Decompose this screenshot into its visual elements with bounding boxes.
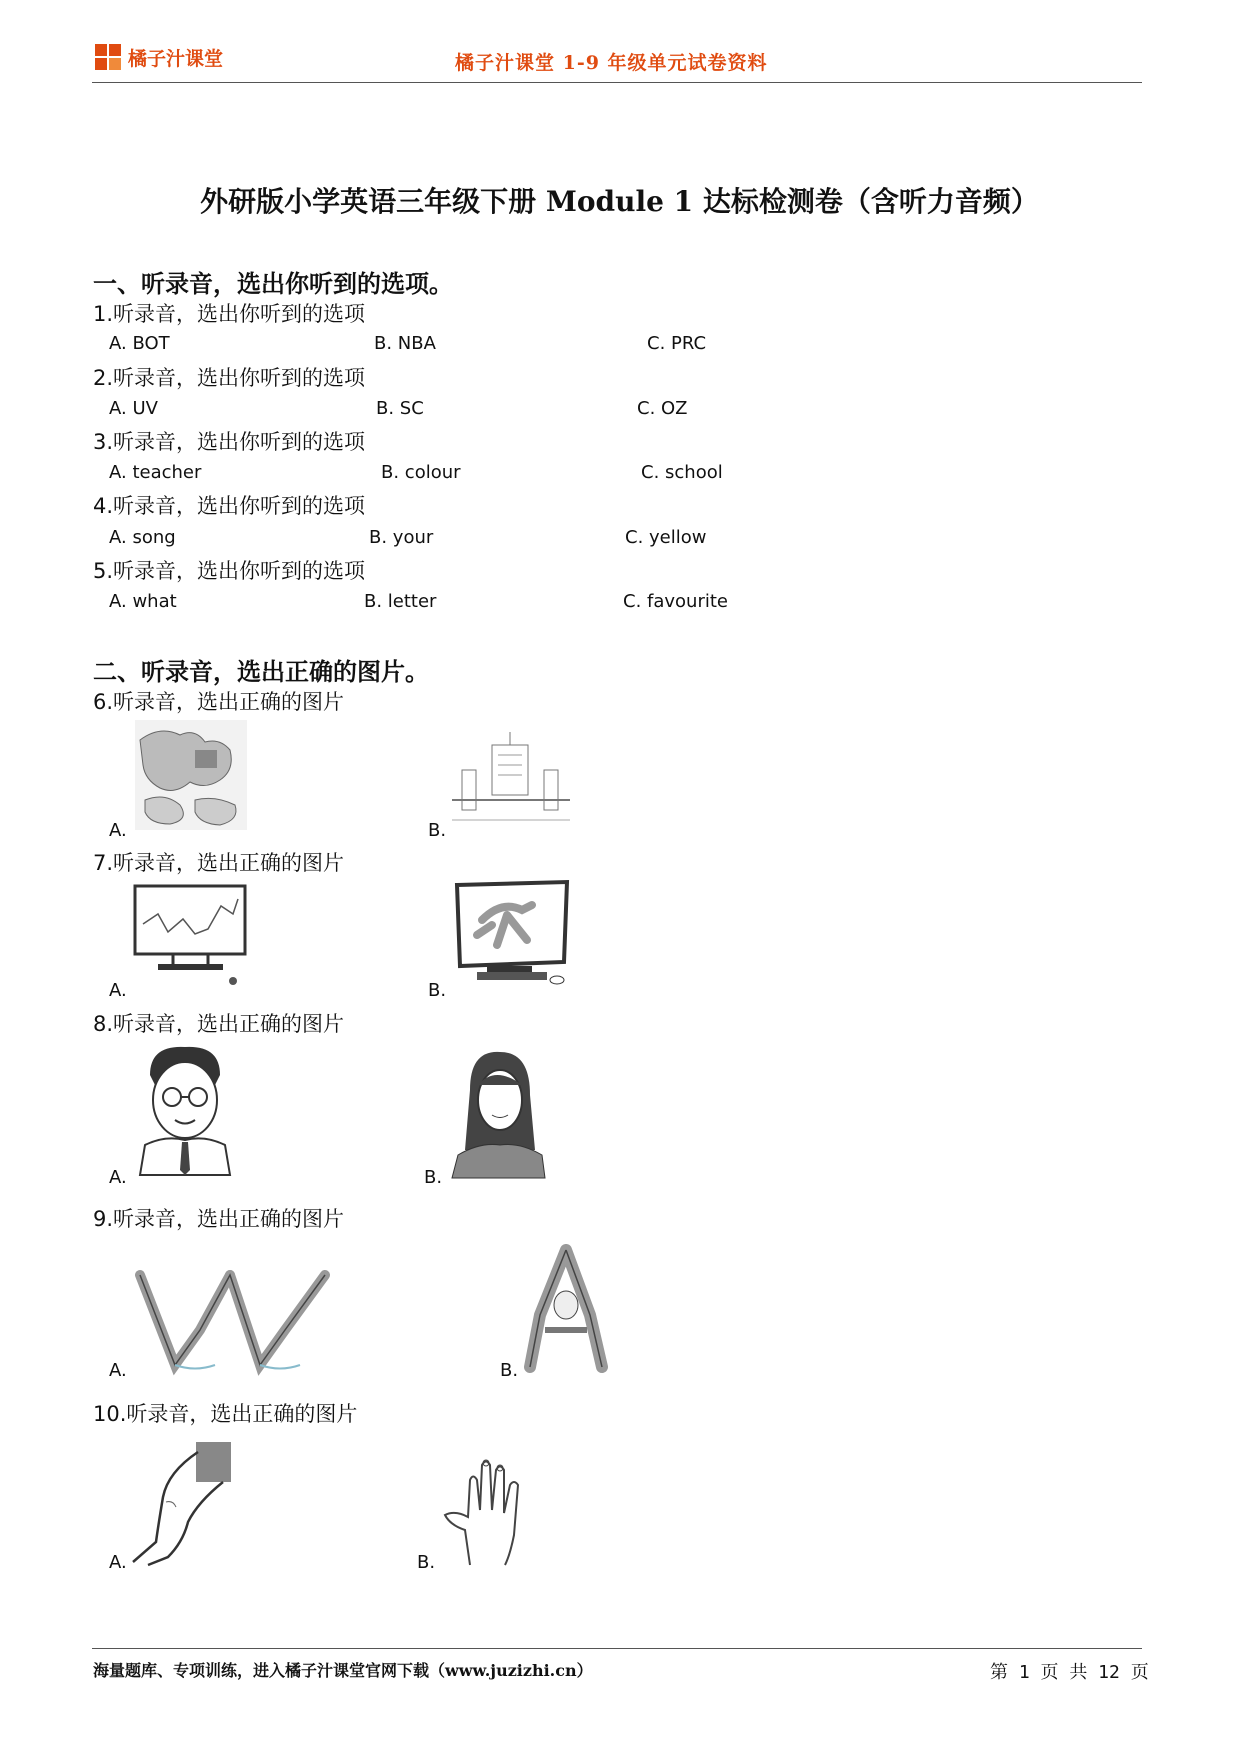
man-with-glasses-image[interactable] (135, 1045, 235, 1175)
logo-mark-icon (95, 44, 123, 72)
q8-label-a: A. (109, 1167, 127, 1188)
computer-chart-image[interactable] (133, 884, 251, 984)
question-3: 3.听录音，选出你听到的选项 (93, 430, 366, 454)
q9-label-a: A. (109, 1360, 127, 1381)
q3-option-c[interactable]: C. school (641, 462, 723, 483)
question-2: 2.听录音，选出你听到的选项 (93, 366, 366, 390)
q2-option-c[interactable]: C. OZ (637, 398, 688, 419)
q1-option-a[interactable]: A. BOT (109, 333, 170, 354)
q6-label-b: B. (428, 820, 447, 841)
section-1-heading: 一、听录音，选出你听到的选项。 (93, 269, 453, 298)
leg-image[interactable] (128, 1442, 233, 1567)
building-gate-image[interactable] (452, 730, 572, 830)
q3-option-b[interactable]: B. colour (381, 462, 461, 483)
logo-text: 橘子汁课堂 (128, 48, 224, 70)
question-5: 5.听录音，选出你听到的选项 (93, 559, 366, 583)
q4-option-a[interactable]: A. song (109, 527, 176, 548)
q5-option-b[interactable]: B. letter (364, 591, 437, 612)
question-1: 1.听录音，选出你听到的选项 (93, 302, 366, 326)
q2-option-b[interactable]: B. SC (376, 398, 424, 419)
q6-label-a: A. (109, 820, 127, 841)
q4-option-c[interactable]: C. yellow (625, 527, 707, 548)
header-title: 橘子汁课堂 1-9 年级单元试卷资料 (455, 52, 768, 74)
page-number: 第 1 页 共 12 页 (990, 1662, 1149, 1683)
question-7: 7.听录音，选出正确的图片 (93, 851, 345, 875)
footer-promo: 海量题库、专项训练，进入橘子汁课堂官网下载（www.juzizhi.cn） (93, 1661, 593, 1680)
q8-label-b: B. (424, 1167, 443, 1188)
woman-image[interactable] (450, 1050, 546, 1178)
header-divider (92, 82, 1142, 83)
q7-label-a: A. (109, 980, 127, 1001)
question-4: 4.听录音，选出你听到的选项 (93, 494, 366, 518)
map-image[interactable] (135, 720, 247, 830)
question-10: 10.听录音，选出正确的图片 (93, 1402, 358, 1426)
logo (95, 44, 123, 72)
question-8: 8.听录音，选出正确的图片 (93, 1012, 345, 1036)
q5-option-c[interactable]: C. favourite (623, 591, 728, 612)
footer-divider (92, 1648, 1142, 1649)
letter-w-pose-image[interactable] (135, 1270, 335, 1380)
question-9: 9.听录音，选出正确的图片 (93, 1207, 345, 1231)
hand-image[interactable] (440, 1455, 530, 1567)
section-2-heading: 二、听录音，选出正确的图片。 (93, 657, 429, 686)
q1-option-b[interactable]: B. NBA (374, 333, 436, 354)
q7-label-b: B. (428, 980, 447, 1001)
q1-option-c[interactable]: C. PRC (647, 333, 707, 354)
question-6: 6.听录音，选出正确的图片 (93, 690, 345, 714)
q10-label-a: A. (109, 1552, 127, 1573)
q2-option-a[interactable]: A. UV (109, 398, 158, 419)
computer-runner-image[interactable] (452, 880, 572, 990)
q10-label-b: B. (417, 1552, 436, 1573)
letter-a-pose-image[interactable] (520, 1245, 612, 1375)
q5-option-a[interactable]: A. what (109, 591, 177, 612)
page-title: 外研版小学英语三年级下册 Module 1 达标检测卷（含听力音频） (200, 185, 1039, 218)
q4-option-b[interactable]: B. your (369, 527, 434, 548)
q9-label-b: B. (500, 1360, 519, 1381)
q3-option-a[interactable]: A. teacher (109, 462, 202, 483)
